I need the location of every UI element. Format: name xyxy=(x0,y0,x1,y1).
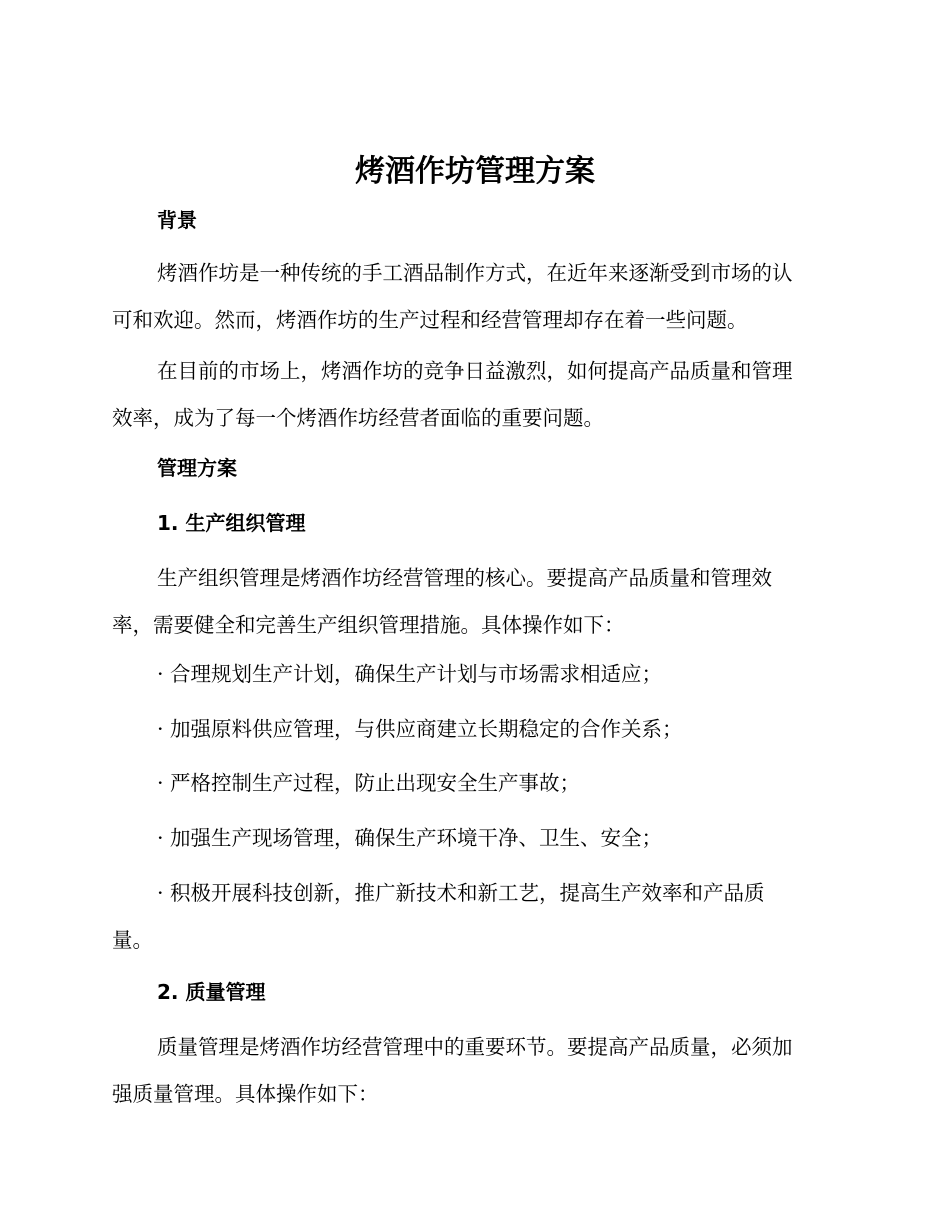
bullet-item: · 加强原料供应管理，与供应商建立长期稳定的合作关系； xyxy=(157,717,683,741)
quality-paragraph xyxy=(112,1024,837,1118)
bullet-item: · 严格控制生产过程，防止出现安全生产事故； xyxy=(157,771,581,795)
production-paragraph xyxy=(112,555,837,649)
paragraph-line: 率，需要健全和完善生产组织管理措施。具体操作如下： xyxy=(112,613,625,637)
background-paragraph-2 xyxy=(112,348,837,442)
paragraph-line: 生产组织管理是烤酒作坊经营管理的核心。要提高产品质量和管理效 xyxy=(157,566,772,590)
paragraph-line: 效率，成为了每一个烤酒作坊经营者面临的重要问题。 xyxy=(112,406,604,430)
paragraph-line: 烤酒作坊是一种传统的手工酒品制作方式，在近年来逐渐受到市场的认 xyxy=(157,261,793,285)
bullet-line: 量。 xyxy=(112,928,153,952)
bullet-item: · 合理规划生产计划，确保生产计划与市场需求相适应； xyxy=(157,662,663,686)
subsection-heading-quality: 2. 质量管理 xyxy=(157,980,266,1004)
paragraph-line: 强质量管理。具体操作如下： xyxy=(112,1082,379,1106)
bullet-line: · 积极开展科技创新，推广新技术和新工艺，提高生产效率和产品质 xyxy=(157,881,765,905)
paragraph-line: 在目前的市场上，烤酒作坊的竞争日益激烈，如何提高产品质量和管理 xyxy=(157,359,793,383)
bullet-item xyxy=(112,870,837,964)
section-heading-management-plan: 管理方案 xyxy=(157,456,237,480)
paragraph-line: 可和欢迎。然而，烤酒作坊的生产过程和经营管理却存在着一些问题。 xyxy=(112,308,748,332)
section-heading-background: 背景 xyxy=(157,208,197,232)
subsection-heading-production: 1. 生产组织管理 xyxy=(157,511,306,535)
bullet-item: · 加强生产现场管理，确保生产环境干净、卫生、安全； xyxy=(157,826,663,850)
paragraph-line: 质量管理是烤酒作坊经营管理中的重要环节。要提高产品质量，必须加 xyxy=(157,1035,793,1059)
document-title: 烤酒作坊管理方案 xyxy=(355,154,595,189)
background-paragraph-1 xyxy=(112,250,837,344)
